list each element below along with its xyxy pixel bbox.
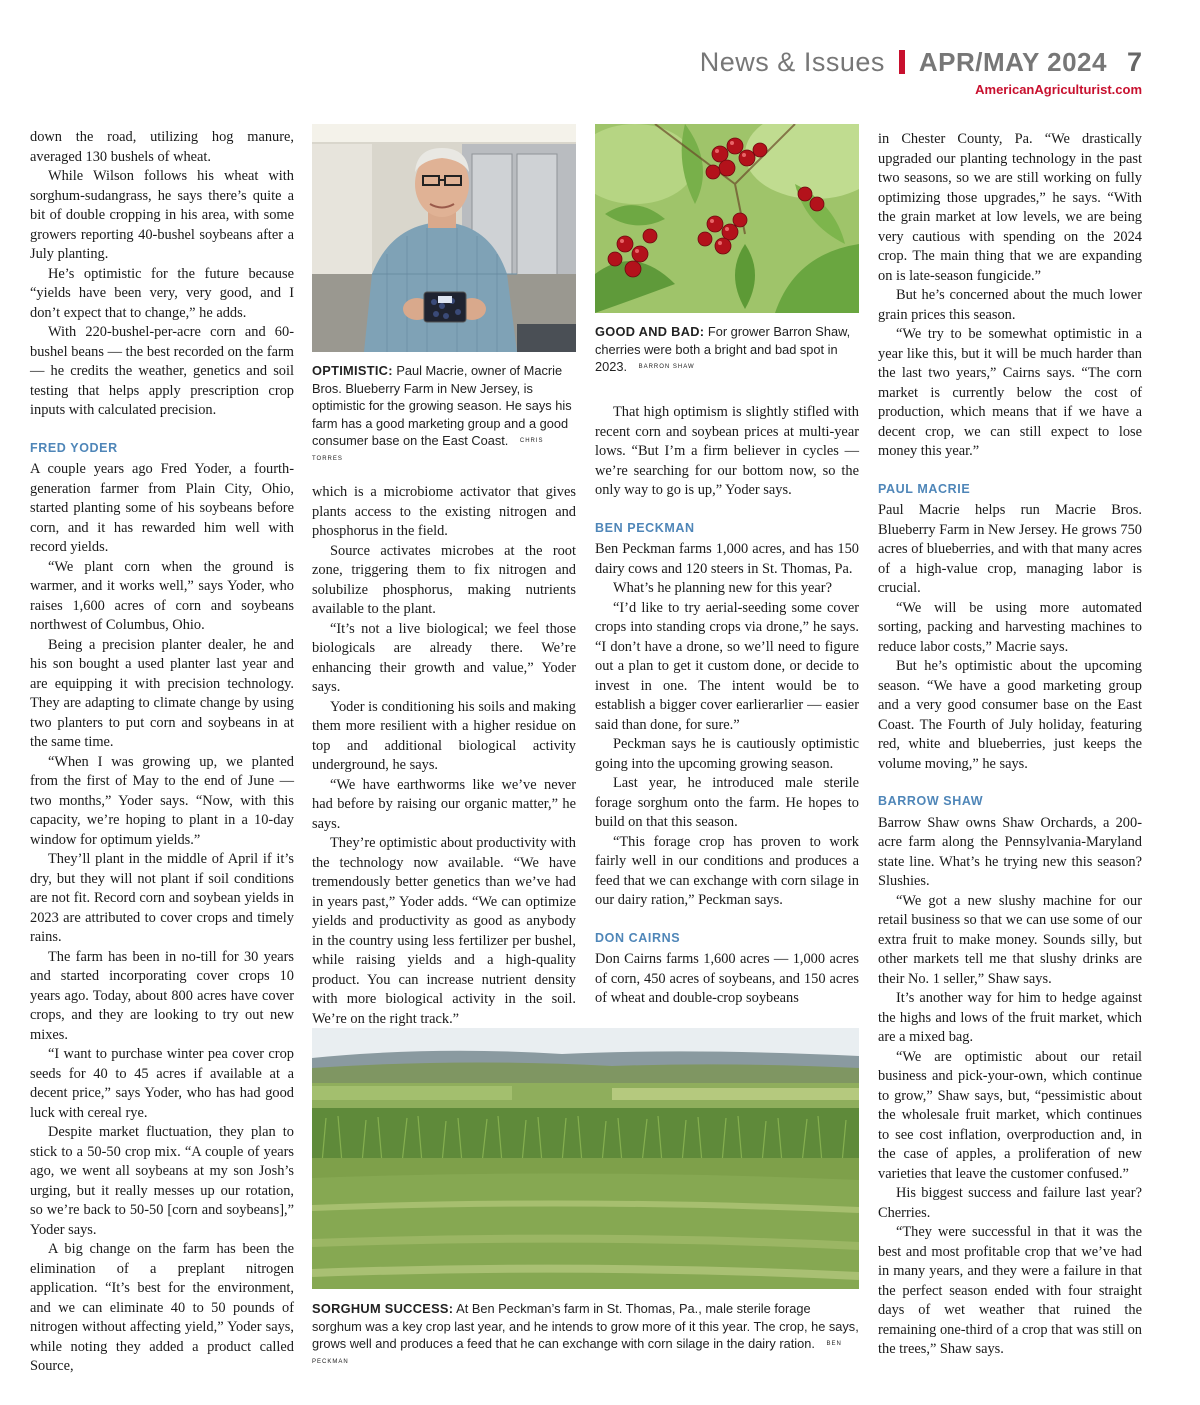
site-url[interactable]: AmericanAgriculturist.com — [975, 82, 1142, 97]
paragraph: They’ll plant in the middle of April if it’s dry, but they will not plant if soil conditions are not fit. Record corn and soybean yields in 2023 are attributed to cover crops and timely rains. — [30, 851, 294, 945]
subhead-barrow-shaw: BARROW SHAW — [878, 794, 984, 808]
paragraph: Ben Peckman farms 1,000 acres, and has 150 dairy cows and 120 steers in St. Thomas, Pa. — [595, 541, 859, 577]
paragraph: With 220-bushel-per-acre corn and 60-bushel beans — the best recorded on the farm — he credits the weather, genetics and soil testing that helps apply prescription crop inputs with calculated precision. — [30, 324, 294, 418]
photo-cherries — [595, 124, 859, 313]
paragraph: “We plant corn when the ground is warmer, and it works well,” says Yoder, who raises 1,600 acres of corn and soybeans northwest of Columbus, Ohio. — [30, 558, 294, 633]
paragraph: Barrow Shaw owns Shaw Orchards, a 200-acre farm along the Pennsylvania-Maryland state line. What’s he trying new this season? Slushies. — [878, 814, 1142, 889]
paragraph: What’s he planning new for this year? — [613, 580, 832, 596]
article-column-2 — [312, 483, 576, 1029]
paragraph: Don Cairns farms 1,600 acres — 1,000 acres of corn, 450 acres of soybeans, and 150 acres of wheat and double-crop soybeans — [595, 951, 859, 1006]
subhead-don-cairns: DON CAIRNS — [595, 930, 681, 945]
paragraph: He’s optimistic for the future because “yields have been very, very good, and I don’t expect that to change,” he adds. — [30, 265, 294, 321]
header-divider — [899, 50, 905, 74]
photo-paul-macrie — [312, 124, 576, 352]
caption-text: At Ben Peckman’s farm in St. Thomas, Pa., male sterile forage sorghum was a key crop last year, and he intends to grow more of it this year. The crop, he says, grows well and produces a feed that he can exchange with corn silage in the dairy ration. — [312, 1301, 859, 1351]
paragraph: Being a precision planter dealer, he and his son bought a used planter last year and are equipping it with precision technology. They are adapting to climate change by using two planters to put corn and soybeans in at the same time. — [30, 636, 294, 750]
paragraph: While Wilson follows his wheat with sorghum-sudangrass, he says there’s quite a bit of double cropping in his area, with some growers reporting 40-bushel soybeans after a July planting. — [30, 168, 294, 262]
photo-credit: CHRIS TORRES — [312, 437, 544, 463]
caption-text: For grower Barron Shaw, cherries were both a bright and bad spot in 2023. — [595, 324, 851, 374]
paragraph: “We try to be somewhat optimistic in a year like this, but it will be much harder than the last two years,” Cairns says. “The corn market is currently below the cost of production, which means that if we have a decent crop, we can still expect to lose money this year.” — [878, 326, 1142, 459]
paragraph: Paul Macrie helps run Macrie Bros. Blueberry Farm in New Jersey. He grows 750 acres of blueberries, and with that many acres of a high-value crop, managing labor is crucial. — [878, 502, 1142, 596]
issue-date: APR/MAY 2024 — [918, 46, 1107, 77]
page-header — [700, 44, 1142, 97]
paragraph: which is a microbiome activator that gives plants access to the existing nitrogen and phosphorus in the field. — [312, 484, 576, 539]
article-column-1 — [30, 128, 294, 1377]
paragraph: Yoder is conditioning his soils and making them more resilient with a higher residue on top and additional biological activity underground, he says. — [312, 698, 576, 773]
paragraph: “We got a new slushy machine for our retail business so that we can use some of our extra fruit to make money. Sounds silly, but other markets tell me that slushy drinks are their No. 1 seller,” Shaw says. — [878, 892, 1142, 987]
paragraph: “We will be using more automated sorting, packing and harvesting machines to reduce labor costs,” Macrie says. — [878, 599, 1142, 655]
field-photo-illustration — [312, 1028, 859, 1289]
subhead-paul-macrie: PAUL MACRIE — [878, 481, 971, 496]
paragraph: in Chester County, Pa. “We drastically upgraded our planting technology in the past two seasons, so we are still working on fully optimizing those upgrades,” he says. “With the grain market at low levels, we are being very cautious with spending on the 2024 crop. The main thing that we are expanding on is late-season fungicide.” — [878, 131, 1142, 284]
paragraph: “We have earthworms like we’ve never had before by raising our organic matter,” he says. — [312, 776, 576, 832]
caption-lead: OPTIMISTIC: — [312, 363, 393, 378]
paragraph: Peckman says he is cautiously optimistic going into the upcoming growing season. — [595, 736, 859, 772]
page-number: 7 — [1126, 46, 1142, 77]
paragraph: His biggest success and failure last year? Cherries. — [878, 1185, 1142, 1221]
photo-credit: BARRON SHAW — [638, 363, 695, 370]
caption-cherries — [595, 323, 859, 376]
paragraph: That high optimism is slightly stifled with recent corn and soybean prices at multi-year lows. “But I’m a firm believer in cycles — we’re searching for our bottom now, so the only way to go is up,” Yoder says. — [595, 404, 859, 498]
paragraph: “I want to purchase winter pea cover crop seeds for 40 to 45 acres if available at a decent price,” says Yoder, who has had good luck with cereal rye. — [30, 1046, 294, 1121]
caption-text: Paul Macrie, owner of Macrie Bros. Blueberry Farm in New Jersey, is optimistic for the growing season. He says his farm has a good marketing group and a good consumer base on the East Coast. — [312, 363, 572, 448]
paragraph: Last year, he introduced male sterile forage sorghum onto the farm. He hopes to build on that this season. — [595, 775, 859, 830]
caption-sorghum — [312, 1300, 859, 1372]
cherries-photo-illustration — [595, 124, 859, 313]
paragraph: Source activates microbes at the root zone, triggering them to fix nitrogen and solubilize phosphorus, making nutrients available to the plant. — [312, 542, 576, 617]
paragraph: “We are optimistic about our retail business and pick-your-own, which continue to grow,” Shaw says, but, “pessimistic about the wholesale fruit market, which continues to see cost inflation, overproduction and, in the case of apples, a proliferation of new varieties that leave the customer confused.” — [878, 1048, 1142, 1182]
section-name: News & Issues — [699, 46, 885, 77]
paragraph: But he’s concerned about the much lower grain prices this season. — [878, 287, 1142, 323]
subhead-ben-peckman: BEN PECKMAN — [595, 520, 695, 535]
article-column-3 — [595, 403, 859, 1009]
paragraph: down the road, utilizing hog manure, averaged 130 bushels of wheat. — [30, 129, 294, 165]
paragraph: A big change on the farm has been the elimination of a preplant nitrogen application. “It’s best for the environment, and we can eliminate 40 to 50 pounds of nitrogen without affecting yield,” Yoder says, while noting they added a product called Source, — [30, 1241, 294, 1374]
paragraph: The farm has been in no-till for 30 years and started incorporating cover crops 10 years ago. Today, about 800 acres have cover crops, and they are looking to try out new mixes. — [30, 948, 294, 1043]
paragraph: “This forage crop has proven to work fairly well in our conditions and produces a feed that we can exchange with corn silage in our dairy ration,” Peckman says. — [595, 833, 859, 908]
subhead-fred-yoder: FRED YODER — [30, 440, 118, 455]
paragraph: Despite market fluctuation, they plan to stick to a 50-50 crop mix. “A couple of years ago, we went all soybeans at my son Josh’s urging, but it really messes up our rotation, so we’re back to 50-50 [corn and soybeans],” Yoder says. — [30, 1124, 294, 1238]
paragraph: It’s another way for him to hedge against the highs and lows of the fruit market, which are a mixed bag. — [878, 990, 1142, 1045]
paragraph: A couple years ago Fred Yoder, a fourth-generation farmer from Plain City, Ohio, started planting some of his soybeans before corn, and it has rewarded him well with record yields. — [30, 461, 294, 555]
photo-credit: BEN PECKMAN — [312, 1340, 842, 1366]
caption-lead: SORGHUM SUCCESS: — [312, 1301, 454, 1316]
photo-sorghum-field — [312, 1028, 859, 1289]
caption-lead: GOOD AND BAD: — [595, 324, 705, 339]
farmer-photo-illustration — [312, 124, 576, 352]
caption-macrie — [312, 362, 576, 469]
paragraph: They’re optimistic about productivity with the technology now available. “We have tremendously better genetics than we’ve had in years past,” Yoder adds. “We can optimize yields and productivity as good as anybody in the country using less fertilizer per bushel, while raising yields and a high-quality product. You can increase nutrient density with more biological activity in the soil. We’re on the right track.” — [312, 835, 576, 1027]
paragraph: But he’s optimistic about the upcoming season. “We have a good marketing group and a very good consumer base on the East Coast. The Fourth of July holiday, featuring red, white and blueberries, just keeps the volume moving,” he says. — [878, 658, 1142, 772]
paragraph: “When I was growing up, we planted from the first of May to the end of June — two months,” Yoder says. “Now, with this capacity, we’re hoping to plant in a 10-day window for optimum yields.” — [30, 753, 294, 848]
paragraph: “They were successful in that it was the best and most profitable crop that we’ve had in many years, and they were a failure in that the perfect season ended with four straight days of wet weather that ruined the remaining one-third of a crop that was still on the trees,” Shaw says. — [878, 1224, 1142, 1357]
paragraph: “It’s not a live biological; we feel those biologicals are already there. We’re enhancing their growth and value,” Yoder says. — [312, 620, 576, 695]
paragraph: “I’d like to try aerial-seeding some cover crops into standing crops via drone,” he says. “I don’t have a drone, so we’ll need to figure out a plan to get it custom done, or decide to invest in one. The intent would be to establish a bigger cover earlierarlier — easier said than done, for sure.” — [595, 599, 859, 733]
article-column-4 — [878, 130, 1142, 1360]
